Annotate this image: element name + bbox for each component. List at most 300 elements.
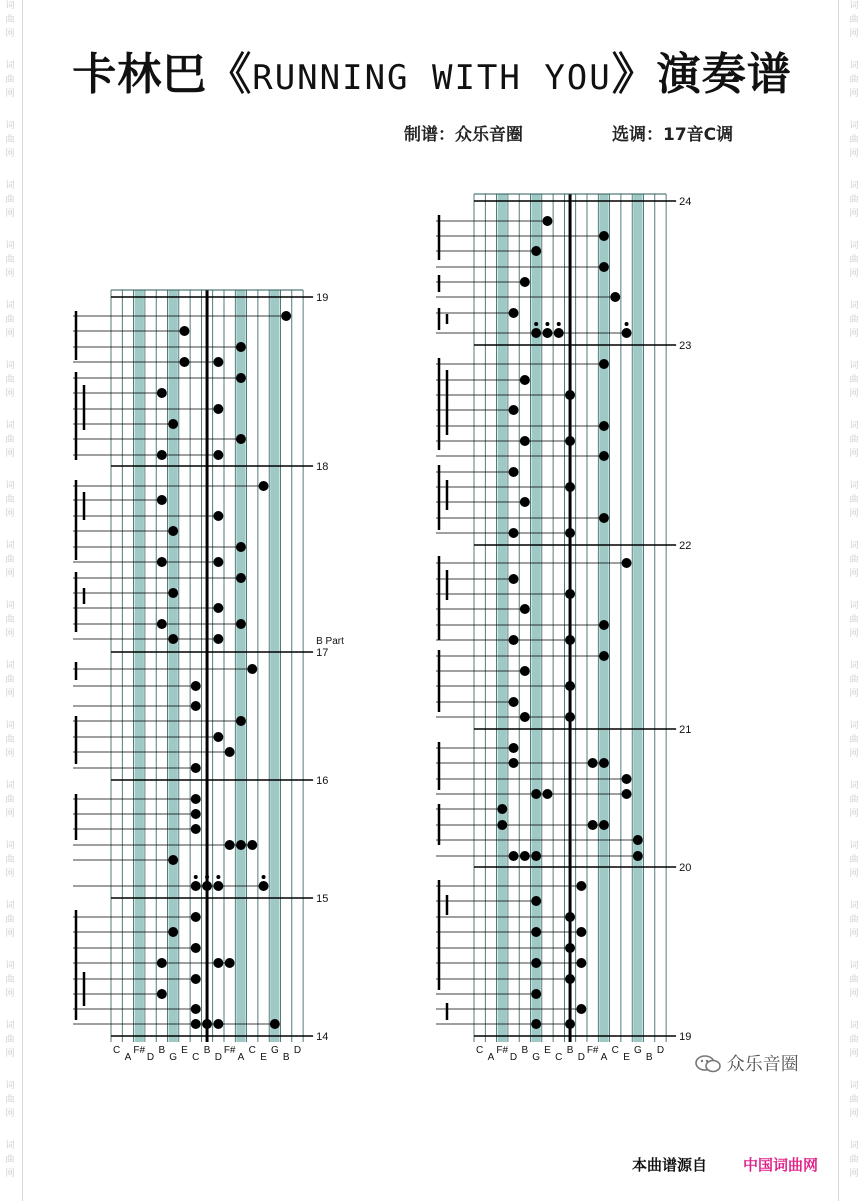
watermark-char: 词: [849, 181, 859, 191]
right-note: [565, 589, 575, 599]
watermark-char: 曲: [5, 195, 15, 205]
left-note: [213, 732, 223, 742]
watermark-char: 曲: [849, 435, 859, 445]
watermark-char: 词: [849, 781, 859, 791]
right-note-dot: [545, 322, 549, 326]
left-note: [157, 495, 167, 505]
left-note: [213, 511, 223, 521]
left-note: [236, 434, 246, 444]
left-note: [213, 881, 223, 891]
watermark-char: 曲: [849, 795, 859, 805]
left-note-dot: [194, 875, 198, 879]
watermark-char: 网: [849, 29, 859, 39]
watermark-char: 网: [5, 689, 15, 699]
watermark-char: 词: [5, 361, 15, 371]
right-note: [509, 528, 519, 538]
right-note: [520, 604, 530, 614]
right-measure-number: 20: [679, 862, 692, 874]
watermark-char: 词: [849, 1081, 859, 1091]
right-shaded-tine: [599, 194, 608, 1042]
watermark-char: 曲: [5, 975, 15, 985]
watermark-char: 网: [5, 29, 15, 39]
left-note: [191, 824, 201, 834]
left-note: [247, 840, 257, 850]
left-tine-label: G: [169, 1052, 178, 1063]
wechat-name: 众乐音圈: [726, 1054, 799, 1075]
watermark-char: 网: [849, 1169, 859, 1179]
left-shaded-tine: [236, 290, 245, 1042]
watermark-char: 曲: [5, 1035, 15, 1045]
watermark-char: 词: [5, 301, 15, 311]
watermark-char: 曲: [5, 255, 15, 265]
watermark-char: 网: [849, 569, 859, 579]
left-tine-label: D: [293, 1045, 302, 1056]
right-note: [622, 789, 632, 799]
watermark-char: 曲: [849, 855, 859, 865]
left-note: [236, 573, 246, 583]
left-note: [191, 809, 201, 819]
right-note: [509, 743, 519, 753]
watermark-char: 词: [5, 1021, 15, 1031]
left-note: [236, 373, 246, 383]
right-tine-label: E: [544, 1045, 551, 1056]
watermark-char: 网: [849, 1049, 859, 1059]
right-shaded-tine: [532, 194, 541, 1042]
watermark-char: 网: [5, 329, 15, 339]
left-note: [157, 958, 167, 968]
left-note: [191, 1019, 201, 1029]
right-note: [588, 758, 598, 768]
left-note: [191, 763, 201, 773]
watermark-char: 词: [849, 961, 859, 971]
watermark-char: 网: [5, 509, 15, 519]
right-note: [565, 681, 575, 691]
right-tine-label: C: [611, 1045, 619, 1056]
left-tine-label: F#: [133, 1045, 146, 1056]
title-song-name: RUNNING WITH YOU: [252, 58, 612, 98]
right-note: [610, 292, 620, 302]
watermark-char: 词: [5, 121, 15, 131]
left-note: [157, 989, 167, 999]
watermark-char: 词: [849, 841, 859, 851]
left-note: [191, 794, 201, 804]
watermark-char: 曲: [5, 1095, 15, 1105]
left-part-annotation: B Part: [316, 636, 344, 647]
watermark-char: 词: [5, 601, 15, 611]
watermark-char: 网: [849, 869, 859, 879]
left-note-dot: [205, 875, 209, 879]
source-site-link[interactable]: 中国词曲网: [743, 1156, 819, 1174]
left-note: [168, 526, 178, 536]
watermark-char: 曲: [849, 135, 859, 145]
watermark-char: 曲: [5, 75, 15, 85]
left-tine-label: B: [282, 1052, 290, 1063]
right-note: [599, 651, 609, 661]
left-tine-label: E: [260, 1052, 267, 1063]
left-note: [236, 542, 246, 552]
right-note: [622, 774, 632, 784]
left-note: [168, 419, 178, 429]
right-measure-number: 23: [679, 340, 692, 352]
left-shaded-tine: [135, 290, 144, 1042]
right-tine-label: C: [555, 1052, 563, 1063]
watermark-char: 网: [5, 1169, 15, 1179]
right-note: [599, 620, 609, 630]
watermark-char: 网: [5, 929, 15, 939]
right-note: [599, 451, 609, 461]
watermark-char: 词: [849, 1, 859, 11]
watermark-char: 词: [5, 781, 15, 791]
right-shaded-tine: [498, 194, 507, 1042]
left-tine-label: C: [248, 1045, 256, 1056]
watermark-char: 曲: [5, 795, 15, 805]
watermark-char: 网: [849, 149, 859, 159]
watermark-char: 曲: [849, 1035, 859, 1045]
right-note: [588, 820, 598, 830]
right-note: [509, 635, 519, 645]
left-note: [191, 943, 201, 953]
right-note: [554, 328, 564, 338]
watermark-char: 词: [5, 61, 15, 71]
right-note: [509, 697, 519, 707]
watermark-char: 词: [5, 481, 15, 491]
watermark-char: 词: [5, 1141, 15, 1151]
watermark-char: 曲: [849, 195, 859, 205]
watermark-char: 曲: [849, 555, 859, 565]
right-note: [599, 513, 609, 523]
watermark-char: 曲: [5, 135, 15, 145]
right-note: [565, 943, 575, 953]
right-note: [531, 896, 541, 906]
left-note: [236, 716, 246, 726]
left-note: [157, 557, 167, 567]
left-note: [213, 557, 223, 567]
watermark-char: 曲: [5, 675, 15, 685]
right-note: [542, 328, 552, 338]
watermark-char: 词: [5, 721, 15, 731]
watermark-char: 网: [849, 269, 859, 279]
right-note: [576, 958, 586, 968]
right-note: [520, 497, 530, 507]
right-note: [565, 912, 575, 922]
left-measure-number: 17: [316, 647, 329, 659]
left-note: [202, 881, 212, 891]
left-tine-label: A: [124, 1052, 132, 1063]
right-note: [565, 436, 575, 446]
right-note: [565, 1019, 575, 1029]
right-shaded-tine: [633, 194, 642, 1042]
left-note: [259, 481, 269, 491]
left-note: [157, 619, 167, 629]
left-tine-label: B: [158, 1045, 166, 1056]
watermark-char: 词: [5, 241, 15, 251]
watermark-char: 网: [5, 269, 15, 279]
left-note: [191, 912, 201, 922]
left-measure-number: 18: [316, 461, 329, 473]
right-note: [520, 851, 530, 861]
left-note: [213, 404, 223, 414]
watermark-char: 网: [5, 809, 15, 819]
watermark-char: 网: [849, 449, 859, 459]
right-note: [542, 216, 552, 226]
watermark-char: 曲: [849, 675, 859, 685]
watermark-char: 曲: [849, 1095, 859, 1105]
left-note: [157, 388, 167, 398]
key-label: 选调：17音C调: [612, 125, 734, 145]
right-note: [509, 405, 519, 415]
left-note-dot: [216, 875, 220, 879]
left-note: [225, 840, 235, 850]
left-note: [179, 357, 189, 367]
right-note: [531, 851, 541, 861]
left-note: [168, 855, 178, 865]
watermark-char: 网: [849, 629, 859, 639]
title-part2: 》演奏谱: [611, 49, 792, 100]
right-note-dot: [625, 322, 629, 326]
right-tine-label: D: [509, 1052, 518, 1063]
watermark-char: 网: [849, 809, 859, 819]
left-note: [168, 588, 178, 598]
watermark-char: 词: [849, 721, 859, 731]
right-tine-label: F#: [586, 1045, 599, 1056]
watermark-char: 网: [849, 329, 859, 339]
right-note: [565, 390, 575, 400]
watermark-char: 曲: [849, 915, 859, 925]
watermark-char: 网: [5, 1049, 15, 1059]
left-note-dot: [262, 875, 266, 879]
watermark-char: 网: [5, 89, 15, 99]
right-tine-label: B: [521, 1045, 529, 1056]
right-note: [520, 712, 530, 722]
right-note: [565, 712, 575, 722]
right-note: [565, 635, 575, 645]
watermark-char: 词: [849, 1141, 859, 1151]
watermark-char: 网: [849, 689, 859, 699]
left-note: [236, 619, 246, 629]
left-note: [191, 1004, 201, 1014]
left-note: [270, 1019, 280, 1029]
right-note: [520, 666, 530, 676]
right-note: [622, 328, 632, 338]
watermark-char: 词: [849, 1021, 859, 1031]
watermark-char: 曲: [849, 975, 859, 985]
watermark-char: 词: [5, 541, 15, 551]
left-note: [259, 881, 269, 891]
left-note: [225, 958, 235, 968]
right-note: [599, 359, 609, 369]
left-note: [191, 681, 201, 691]
right-note: [509, 574, 519, 584]
right-tine-label: C: [476, 1045, 484, 1056]
watermark-char: 曲: [849, 1155, 859, 1165]
left-note: [213, 634, 223, 644]
right-note: [531, 927, 541, 937]
watermark-char: 网: [849, 209, 859, 219]
watermark-char: 曲: [5, 1155, 15, 1165]
watermark-char: 网: [5, 629, 15, 639]
right-tine-label: E: [623, 1052, 630, 1063]
watermark-char: 曲: [849, 315, 859, 325]
watermark-char: 词: [849, 481, 859, 491]
right-note-dot: [534, 322, 538, 326]
watermark-char: 网: [849, 509, 859, 519]
watermark-char: 曲: [849, 15, 859, 25]
right-note: [599, 262, 609, 272]
watermark-char: 曲: [5, 495, 15, 505]
source-label: 本曲谱源自: [632, 1156, 708, 1174]
watermark-char: 网: [5, 389, 15, 399]
left-tine-label: B: [203, 1045, 211, 1056]
title-part1: 卡林巴《: [72, 49, 253, 100]
left-note: [168, 927, 178, 937]
right-note: [599, 758, 609, 768]
watermark-char: 曲: [5, 915, 15, 925]
watermark-char: 词: [849, 601, 859, 611]
right-tine-label: G: [532, 1052, 541, 1063]
right-note: [542, 789, 552, 799]
watermark-char: 曲: [5, 375, 15, 385]
left-tine-label: D: [146, 1052, 155, 1063]
right-note: [531, 789, 541, 799]
watermark-char: 词: [849, 901, 859, 911]
right-tine-label: A: [487, 1052, 495, 1063]
right-tine-label: D: [577, 1052, 585, 1063]
left-note: [168, 634, 178, 644]
watermark-char: 曲: [5, 855, 15, 865]
watermark-char: 网: [5, 209, 15, 219]
left-tine-label: E: [181, 1045, 188, 1056]
right-tine-label: A: [600, 1052, 608, 1063]
watermark-char: 网: [849, 1109, 859, 1119]
watermark-char: 网: [5, 449, 15, 459]
watermark-char: 网: [5, 749, 15, 759]
right-note: [599, 231, 609, 241]
left-note: [213, 1019, 223, 1029]
right-tine-label: F#: [496, 1045, 509, 1056]
left-measure-number: 19: [316, 292, 329, 304]
watermark-char: 网: [5, 149, 15, 159]
right-note: [633, 851, 643, 861]
left-tine-label: C: [113, 1045, 121, 1056]
watermark-char: 词: [849, 421, 859, 431]
watermark-char: 网: [5, 569, 15, 579]
left-note: [157, 450, 167, 460]
watermark-char: 网: [849, 989, 859, 999]
watermark-char: 曲: [5, 735, 15, 745]
watermark-char: 词: [849, 541, 859, 551]
left-note: [213, 357, 223, 367]
right-tine-label: D: [656, 1045, 665, 1056]
watermark-char: 曲: [849, 735, 859, 745]
left-measure-number: 15: [316, 893, 329, 905]
left-note: [247, 664, 257, 674]
right-note: [565, 974, 575, 984]
right-note: [531, 328, 541, 338]
left-note: [191, 881, 201, 891]
right-tine-label: B: [645, 1052, 653, 1063]
right-tine-label: G: [633, 1045, 642, 1056]
right-note: [509, 467, 519, 477]
right-note: [576, 927, 586, 937]
watermark-char: 曲: [5, 315, 15, 325]
right-note: [599, 421, 609, 431]
right-note: [599, 820, 609, 830]
wechat-badge: [695, 1050, 799, 1076]
watermark-char: 网: [849, 389, 859, 399]
left-note: [202, 1019, 212, 1029]
arranger-label: 制谱：众乐音圈: [404, 125, 523, 145]
right-note: [497, 820, 507, 830]
right-note: [520, 436, 530, 446]
watermark-char: 词: [849, 361, 859, 371]
right-note: [520, 277, 530, 287]
right-note: [531, 958, 541, 968]
right-note: [520, 375, 530, 385]
right-note-dot: [557, 322, 561, 326]
watermark-char: 词: [5, 421, 15, 431]
watermark-char: 网: [5, 869, 15, 879]
right-note: [633, 835, 643, 845]
watermark-char: 词: [5, 1081, 15, 1091]
watermark-char: 网: [5, 1109, 15, 1119]
left-note: [213, 603, 223, 613]
watermark-char: 词: [849, 661, 859, 671]
left-note: [191, 974, 201, 984]
watermark-char: 网: [5, 989, 15, 999]
right-note: [622, 558, 632, 568]
watermark-char: 网: [849, 749, 859, 759]
watermark-char: 曲: [849, 615, 859, 625]
watermark-char: 词: [5, 1, 15, 11]
left-note: [179, 326, 189, 336]
right-note: [509, 308, 519, 318]
watermark-char: 词: [849, 121, 859, 131]
left-shaded-tine: [270, 290, 279, 1042]
left-tine-label: D: [214, 1052, 222, 1063]
watermark-char: 曲: [849, 375, 859, 385]
left-measure-number: 14: [316, 1031, 329, 1043]
right-measure-number: 22: [679, 540, 692, 552]
right-note: [531, 989, 541, 999]
watermark-char: 曲: [5, 615, 15, 625]
watermark-char: 曲: [849, 255, 859, 265]
watermark-char: 词: [5, 901, 15, 911]
watermark-char: 曲: [849, 495, 859, 505]
right-measure-number: 19: [679, 1031, 692, 1043]
left-note: [213, 450, 223, 460]
watermark-char: 网: [849, 929, 859, 939]
right-note: [565, 482, 575, 492]
watermark-char: 词: [5, 961, 15, 971]
left-note: [225, 747, 235, 757]
right-note: [531, 246, 541, 256]
right-note: [509, 851, 519, 861]
right-note: [576, 881, 586, 891]
left-note: [213, 958, 223, 968]
left-note: [191, 701, 201, 711]
right-measure-number: 21: [679, 724, 692, 736]
watermark-char: 词: [5, 841, 15, 851]
right-measure-number: 24: [679, 196, 692, 208]
watermark-char: 曲: [5, 435, 15, 445]
left-note: [236, 840, 246, 850]
right-tine-label: B: [566, 1045, 574, 1056]
wechat-icon: [695, 1055, 721, 1073]
watermark-char: 网: [849, 89, 859, 99]
watermark-char: 曲: [5, 15, 15, 25]
left-tine-label: C: [192, 1052, 200, 1063]
watermark-char: 曲: [849, 75, 859, 85]
